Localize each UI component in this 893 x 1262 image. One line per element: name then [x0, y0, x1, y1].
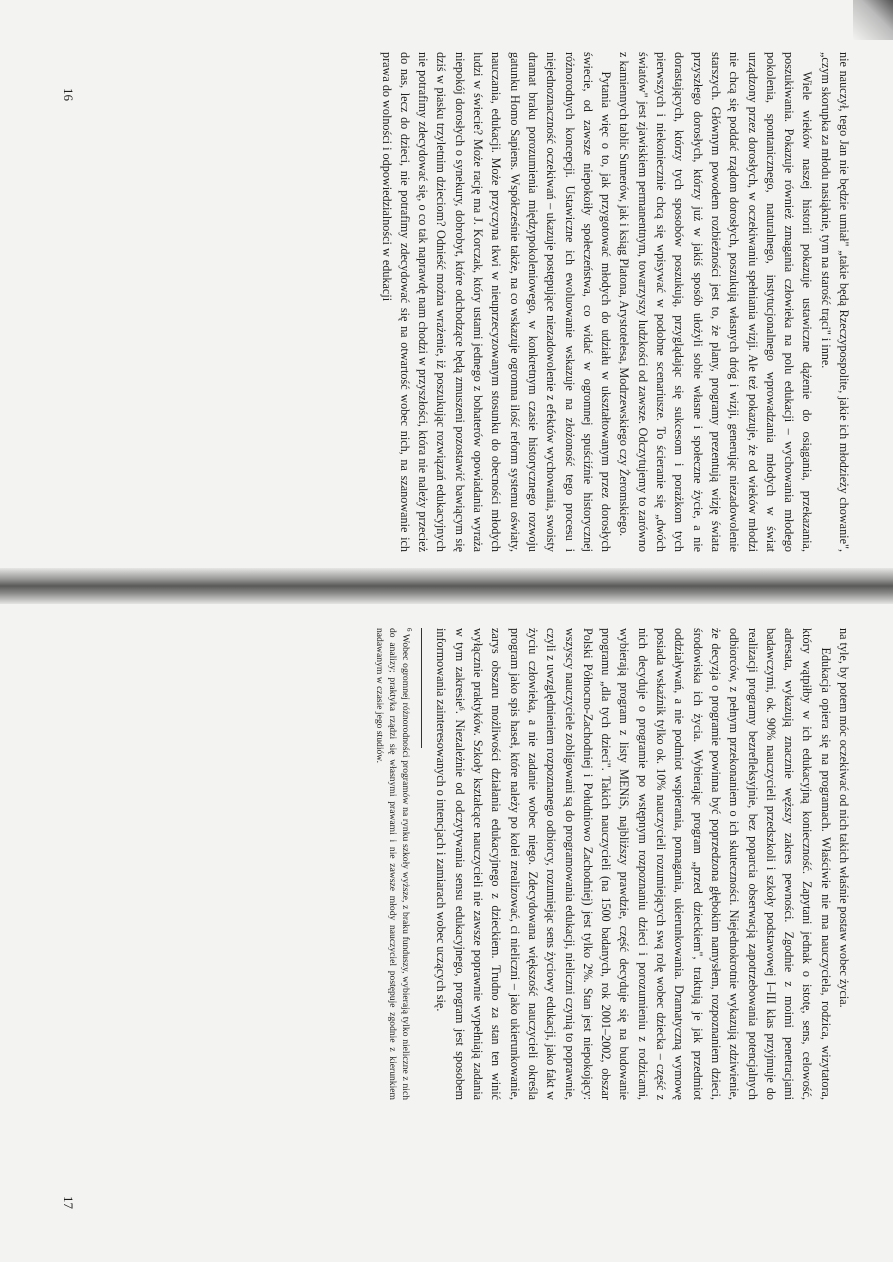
- page-number-16: 16: [61, 88, 76, 101]
- page-number-17: 17: [61, 1196, 76, 1209]
- footnote: [373, 628, 415, 1100]
- paragraph: Edukacja opiera się na programach. Właściwie nie ma nauczyciela, rodzica, wizytatora, który wątpiłby w ich edukacyjną konieczność. Zapytani jednak o istotę, sens, celowość, adresata, wykazują znacznie węższy zakres pewności. Zgodnie z moimi penetracjami badawczymi, ok. 90% nauczycieli przedszkoli i szkoły podstawowej I–III klas przyjmuje do realizacji programy bezrefleksyjnie, bez poparcia obserwacją zapotrzebowania potencjalnych odbiorców, z pełnym przekonaniem o ich skuteczności. Niejednokrotnie wykazują zdziwienie, że decyzja o programie powinna być poprzedzona głębokim namysłem, rozpoznaniem dzieci, środowiska ich życia. Wybierając program „przed dzieckiem", traktują je jak przedmiot oddziaływań, a nie podmiot wspierania, pomagania, ukierunkowania. Dramatyczną wymowę posiada wskaźnik tylko ok. 10% nauczycieli rozumiejących swą rolę wobec dziecka – część z nich decyduje o programie po wstępnym rozpoznaniu dzieci i porozumieniu z rodzicami, wybierają program z listy MENiS, najbliższy prawdzie, część decyduje się na budowanie programu „dla tych dzieci". Takich nauczycieli (na 1500 badanych, rok 2001–2002, obszar Polski Północno-Zachodniej i Południowo Zachodniej) jest tylko 2%. Stan jest niepokojący: wszyscy nauczyciele zobligowani są do programowania edukacji, nieliczni czynią to poprawnie, czyli z uwzględnieniem rozpoznanego odbiorcy, rozumiejąc sens życiowy edukacji, jako fakt w życiu człowieka, a nie zadanie wobec niego. Zdecydowana większość nauczycieli określa program jako spis haseł, które należy po kolei zrealizować, ci nieliczni – jako ukierunkowanie, zarys obszaru możliwości działania edukacyjnego z dzieckiem. Trudno za stan ten winić wyłącznie praktyków. Szkoły kształcące nauczycieli nie zawsze poprawnie wypełniają zadania w tym zakresie⁶. Niezależnie od odczytywania sensu edukacyjnego, program jest sposobem informowania zainteresowanych o intencjach i zamiarach wobec uczących się.: [434, 628, 833, 1100]
- page-17-text: [373, 628, 853, 1100]
- page-16-text: [377, 52, 853, 552]
- paragraph: nie nauczył, tego Jan nie będzie umiał" „takie będą Rzeczypospolite, jakie ich młodzieży chowanie", „czym skorupka za młodu nasiąknie, tym na starość trąci" i inne.: [818, 52, 851, 552]
- paragraph: na tyle, by potem móc oczekiwać od nich takich właśnie postaw wobec życia.: [837, 628, 851, 1008]
- scan-corner-shadow: [853, 0, 893, 40]
- footnote-marker: 6: [405, 628, 414, 632]
- footnote-text: Wobec ogromnej różnorodności programów na rynku szkoły wyższe, z braku funduszy, wybierają tylko nieliczne z nich do analizy; praktyka rządzi się własnymi prawami i nie zawsze młody nauczyciel postępuje zgodnie z kierunkiem nadawanym w czasie jego studiów.: [373, 628, 411, 1101]
- book-gutter: [0, 568, 893, 604]
- footnote-divider: [421, 628, 422, 748]
- paragraph: Pytania więc o to, jak przygotować młodych do udziału w ukształtowanym przez dorosłych świecie, od zawsze niepokoiły społeczeństwa, co widać w ogromnej spuściźnie historycznej różnorodnych koncepcji. Ustawiczne ich ewoluowanie wskazuje na złożoność tego procesu i niejednoznaczność oczekiwań – ukazuje postępujące niezadowolenie z efektów wychowania, swoisty dramat braku porozumienia międzypokoleniowego, w konkretnym czasie historycznego rozwoju gatunku Homo Sapiens. Współcześnie także, na co wskazuje ogromna ilość reform systemu oświaty, nauczania, edukacji. Może przyczyna tkwi w nieuprzecyzowanym stosunku do obecności młodych ludzi w świecie? Może rację ma J. Korczak, który ustami jednego z bohaterów opowiadania wyraża niepokój dorosłych o synekury, dobrobyt, które odchodzące będą zmuszeni pozostawić bawiącym się dziś w piasku trzyletnim dzieciom? Odnieść można wrażenie, iż poszukując rozwiązań edukacyjnych nie potrafimy zdecydować się, o co tak naprawdę nam chodzi w przyszłości, która nie należy przecież do nas, lecz do dzieci, nie potrafimy zdecydować się na otwartość wobec nich, na szanowanie ich prawa do wolności i odpowiedzialności w edukacji: [379, 52, 614, 552]
- paragraph: Wiele wieków naszej historii pokazuje ustawiczne dążenie do osiągania, przekazania, poszukiwania. Pokazuje również zmagania człowieka na polu edukacji – wychowania młodego pokolenia, spontanicznego, naturalnego, instytucjonalnego wprowadzania młodych w świat urządzony przez dorosłych, w oczekiwaniu spełniania wizji. Ale też pokazuje, że od wieków młodzi nie chcą się poddać rządom dorosłych, poszukują własnych dróg i wizji, generując niezadowolenie starszych. Głównym powodem rozbieżności jest to, że plany, programy prezentują wizję świata przyszłego dorosłych, którzy już w jakiś sposób ułożyli sobie własne i społeczne życie, a nie dorastających, którzy tych sposobów poszukują, przyglądając się sukcesom i porażkom tych pierwszych i niekoniecznie chcą się wpisywać w podobne scenariusze. To ścieranie się „dwóch światów" jest zjawiskiem permanentnym, towarzyszy ludzkości od zawsze. Odczytujemy to zarówno z kamiennych tablic Sumerów, jak i ksiąg Platona, Arystotelesa, Modrzewskiego czy Żeromskiego.: [617, 52, 815, 552]
